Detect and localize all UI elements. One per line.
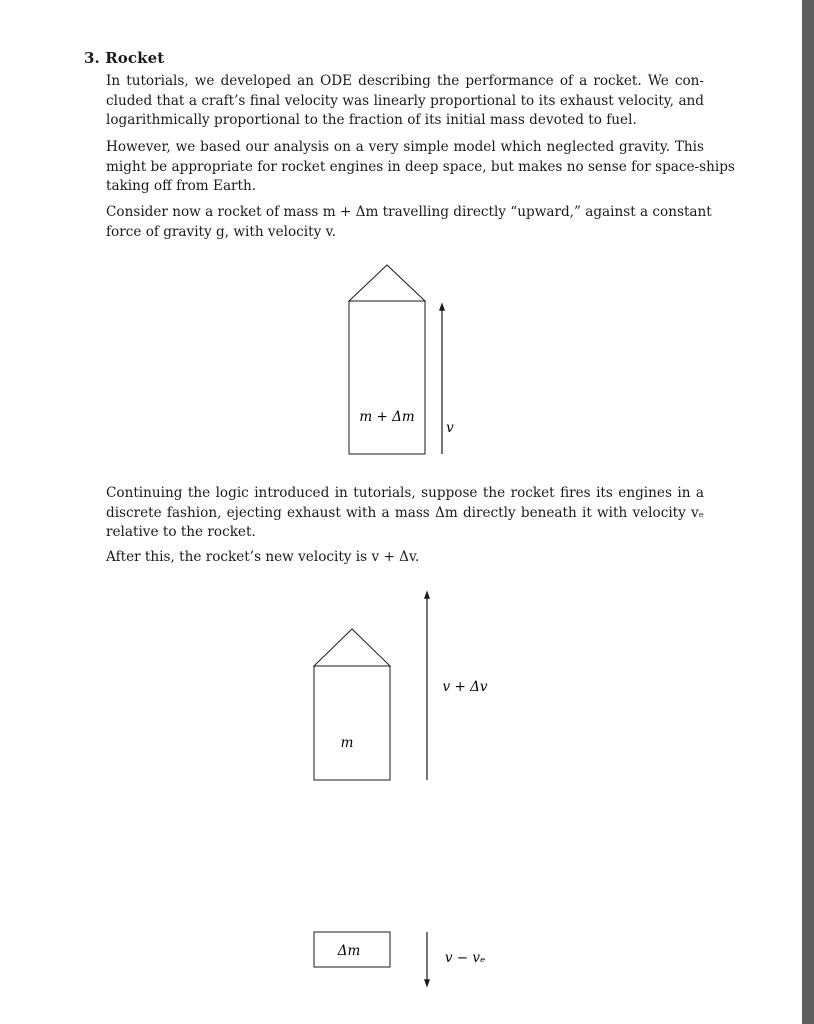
paragraph-line: cluded that a craft’s final velocity was linearly proportional to its exhaust velocity, and (106, 92, 704, 109)
figure-1-rocket (349, 265, 454, 454)
rocket-body (349, 301, 425, 454)
rocket-mass-label: m (340, 735, 354, 751)
rocket-mass-label: m + Δm (359, 409, 415, 425)
paragraph-line: However, we based our analysis on a very simple model which neglected gravity. This (106, 139, 704, 155)
figure-2-rocket (314, 594, 488, 780)
paragraph-line: taking off from Earth. (106, 178, 257, 194)
scrollbar[interactable] (802, 0, 814, 1024)
rocket-body (314, 666, 390, 780)
paragraph-line: discrete fashion, ejecting exhaust with a mass Δm directly beneath it with velocity vₑ (106, 504, 704, 521)
section-number: 3. (84, 49, 100, 67)
paragraph-line: After this, the rocket’s new velocity is v + Δv. (106, 549, 420, 565)
paragraph-line: force of gravity g, with velocity v. (106, 223, 336, 240)
exhaust-mass-label: Δm (337, 943, 361, 959)
exhaust-velocity-label: v − vₑ (444, 950, 486, 966)
rocket-nose-cone (349, 265, 425, 301)
rocket-velocity-label: v + Δv (442, 679, 488, 695)
paragraph-line: In tutorials, we developed an ODE describing the performance of a rocket. We con- (106, 73, 704, 89)
paragraph-line: Continuing the logic introduced in tutorials, suppose the rocket fires its engines in a (106, 485, 704, 501)
paragraph-line: Consider now a rocket of mass m + Δm travelling directly “upward,” against a constant (106, 204, 712, 220)
paragraph-line: might be appropriate for rocket engines in deep space, but makes no sense for space-ships (106, 158, 735, 175)
velocity-label: v (446, 420, 454, 436)
paragraph-line: relative to the rocket. (106, 524, 256, 540)
paragraph-line: logarithmically proportional to the fraction of its initial mass devoted to fuel. (106, 112, 637, 128)
exhaust-mass (314, 932, 485, 984)
section-title: Rocket (105, 49, 165, 67)
rocket-nose-cone (314, 629, 390, 666)
